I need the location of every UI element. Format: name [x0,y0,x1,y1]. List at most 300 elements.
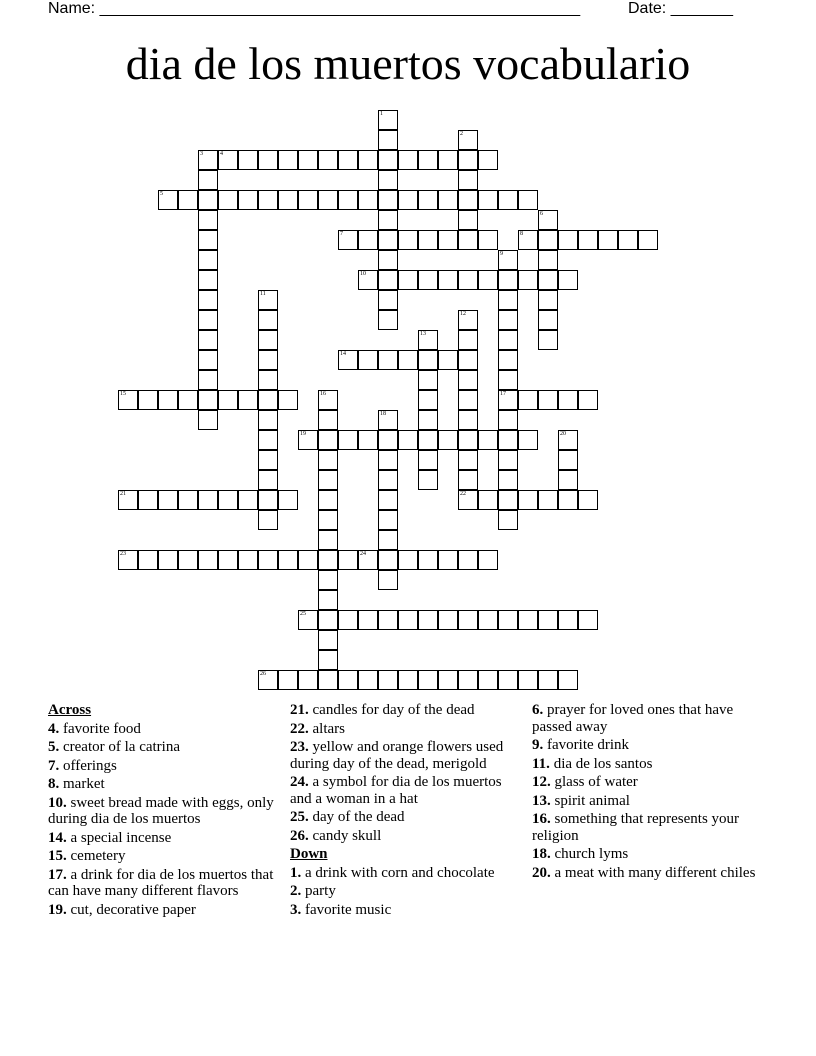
grid-cell[interactable] [358,230,378,250]
clue-number: 15. [48,848,67,864]
grid-cell[interactable] [398,670,418,690]
grid-cell[interactable] [298,670,318,690]
clue-text: market [59,776,105,792]
clue-number: 6. [532,702,544,718]
grid-cell[interactable] [398,430,418,450]
clue-number: 6 [540,211,543,217]
clue-number: 26 [260,671,266,677]
grid-cell[interactable] [498,670,518,690]
grid-cell[interactable] [578,490,598,510]
grid-cell[interactable] [418,470,438,490]
grid-cell[interactable] [478,430,498,450]
grid-cell[interactable] [418,150,438,170]
grid-cell[interactable] [458,410,478,430]
grid-cell[interactable] [318,450,338,470]
grid-cell[interactable] [458,610,478,630]
grid-cell[interactable] [278,190,298,210]
grid-cell[interactable] [418,550,438,570]
grid-cell[interactable] [198,230,218,250]
grid-cell[interactable] [518,610,538,630]
grid-cell[interactable] [378,350,398,370]
grid-cell[interactable] [398,550,418,570]
grid-cell[interactable] [478,610,498,630]
grid-cell[interactable] [378,550,398,570]
grid-cell[interactable] [458,550,478,570]
grid-cell[interactable] [518,430,538,450]
grid-cell[interactable] [198,170,218,190]
grid-cell[interactable] [398,150,418,170]
grid-cell[interactable] [158,490,178,510]
grid-cell[interactable] [558,670,578,690]
grid-cell[interactable] [338,430,358,450]
grid-cell[interactable] [418,330,438,350]
grid-cell[interactable] [258,670,278,690]
grid-cell[interactable] [458,190,478,210]
grid-cell[interactable] [298,190,318,210]
grid-cell[interactable] [518,670,538,690]
clue-text: dia de los santos [549,755,653,772]
grid-cell[interactable] [558,430,578,450]
grid-cell[interactable] [538,230,558,250]
grid-cell[interactable] [198,410,218,430]
grid-cell[interactable] [278,390,298,410]
grid-cell[interactable] [518,190,538,210]
grid-cell[interactable] [458,210,478,230]
clue-number: 3. [290,901,302,918]
clue-number: 12 [460,311,466,317]
clue-text: a meat with many different chiles [550,864,756,881]
grid-cell[interactable] [438,190,458,210]
grid-cell[interactable] [458,270,478,290]
page-title: dia de los muertos vocabulario [125,38,691,89]
grid-cell[interactable] [438,350,458,370]
grid-cell[interactable] [458,490,478,510]
clue-text: candy skull [308,827,382,844]
down-clue [532,774,768,791]
clue-text: church lyms [550,846,629,862]
date-field[interactable]: Date: _______ [628,0,733,17]
grid-cell[interactable] [378,430,398,450]
grid-cell[interactable] [198,270,218,290]
grid-cell[interactable] [258,450,278,470]
grid-cell[interactable] [498,270,518,290]
grid-cell[interactable] [498,610,518,630]
grid-cell[interactable] [598,230,618,250]
across-clue [48,902,280,919]
down-heading: Down [290,846,328,862]
grid-cell[interactable] [358,350,378,370]
grid-cell[interactable] [198,370,218,390]
grid-cell[interactable] [498,350,518,370]
grid-cell[interactable] [378,170,398,190]
grid-cell[interactable] [538,210,558,230]
clue-number: 1. [290,864,302,881]
clue-text: candles for day of the dead [308,702,475,718]
grid-cell[interactable] [458,150,478,170]
grid-cell[interactable] [478,190,498,210]
grid-cell[interactable] [458,230,478,250]
down-clue [532,793,768,810]
grid-cell[interactable] [498,510,518,530]
grid-cell[interactable] [338,610,358,630]
grid-cell[interactable] [158,550,178,570]
grid-cell[interactable] [438,150,458,170]
grid-cell[interactable] [438,610,458,630]
grid-cell[interactable] [258,550,278,570]
grid-cell[interactable] [418,610,438,630]
grid-cell[interactable] [278,670,298,690]
grid-cell[interactable] [538,490,558,510]
grid-cell[interactable] [198,250,218,270]
grid-cell[interactable] [198,210,218,230]
clue-number: 5. [48,739,60,755]
grid-cell[interactable] [498,470,518,490]
grid-cell[interactable] [218,490,238,510]
grid-cell[interactable] [318,430,338,450]
grid-cell[interactable] [458,370,478,390]
grid-cell[interactable] [318,390,338,410]
grid-cell[interactable] [218,190,238,210]
clue-number: 8 [520,231,523,237]
grid-cell[interactable] [338,550,358,570]
grid-cell[interactable] [178,390,198,410]
grid-cell[interactable] [498,490,518,510]
grid-cell[interactable] [538,270,558,290]
grid-cell[interactable] [378,570,398,590]
grid-cell[interactable] [258,330,278,350]
grid-cell[interactable] [138,490,158,510]
grid-cell[interactable] [378,490,398,510]
grid-cell[interactable] [538,290,558,310]
clue-number: 20. [532,864,551,881]
grid-cell[interactable] [418,230,438,250]
grid-cell[interactable] [378,530,398,550]
grid-cell[interactable] [418,430,438,450]
grid-cell[interactable] [558,610,578,630]
grid-cell[interactable] [518,230,538,250]
grid-cell[interactable] [478,230,498,250]
grid-cell[interactable] [318,150,338,170]
grid-cell[interactable] [538,330,558,350]
grid-cell[interactable] [378,670,398,690]
grid-cell[interactable] [138,390,158,410]
clue-text: favorite food [59,720,141,737]
grid-cell[interactable] [378,150,398,170]
clue-text: day of the dead [308,809,405,825]
grid-cell[interactable] [258,390,278,410]
grid-cell[interactable] [258,470,278,490]
grid-cell[interactable] [438,230,458,250]
grid-cell[interactable] [278,490,298,510]
grid-cell[interactable] [458,350,478,370]
grid-cell[interactable] [398,270,418,290]
grid-cell[interactable] [198,350,218,370]
grid-cell[interactable] [338,190,358,210]
grid-cell[interactable] [318,490,338,510]
clue-text: prayer for loved ones that have passed away [532,702,734,735]
grid-cell[interactable] [458,450,478,470]
grid-cell[interactable] [258,150,278,170]
grid-cell[interactable] [498,370,518,390]
clue-number: 16. [532,811,551,827]
grid-cell[interactable] [358,610,378,630]
clue-number: 11. [532,755,550,772]
grid-cell[interactable] [298,610,318,630]
clue-text: altars [308,720,345,737]
grid-cell[interactable] [358,270,378,290]
across-clue [48,830,280,847]
grid-cell[interactable] [358,550,378,570]
grid-cell[interactable] [398,610,418,630]
grid-cell[interactable] [538,670,558,690]
grid-cell[interactable] [618,230,638,250]
grid-cell[interactable] [318,510,338,530]
grid-cell[interactable] [258,430,278,450]
grid-cell[interactable] [498,250,518,270]
grid-cell[interactable] [318,550,338,570]
grid-cell[interactable] [418,670,438,690]
grid-cell[interactable] [338,230,358,250]
grid-cell[interactable] [518,390,538,410]
clue-text: favorite drink [543,737,630,753]
grid-cell[interactable] [558,270,578,290]
grid-cell[interactable] [438,550,458,570]
grid-cell[interactable] [498,290,518,310]
clue-number: 17 [500,391,506,397]
grid-cell[interactable] [578,390,598,410]
grid-cell[interactable] [198,150,218,170]
grid-cell[interactable] [258,490,278,510]
down-clue [532,737,768,754]
clue-number: 10. [48,794,67,811]
grid-cell[interactable] [358,190,378,210]
grid-cell[interactable] [458,470,478,490]
grid-cell[interactable] [418,190,438,210]
down-clue [532,756,768,773]
grid-cell[interactable] [258,310,278,330]
grid-cell[interactable] [558,490,578,510]
grid-cell[interactable] [318,630,338,650]
grid-cell[interactable] [178,490,198,510]
grid-cell[interactable] [478,270,498,290]
grid-cell[interactable] [518,490,538,510]
grid-cell[interactable] [458,170,478,190]
clue-number: 18. [532,846,551,862]
grid-cell[interactable] [418,410,438,430]
grid-cell[interactable] [158,390,178,410]
clue-text: spirit animal [550,792,630,809]
grid-cell[interactable] [258,410,278,430]
grid-cell[interactable] [198,330,218,350]
grid-cell[interactable] [498,330,518,350]
grid-cell[interactable] [398,350,418,370]
grid-cell[interactable] [558,450,578,470]
grid-cell[interactable] [378,450,398,470]
grid-cell[interactable] [378,190,398,210]
grid-cell[interactable] [498,190,518,210]
grid-cell[interactable] [498,430,518,450]
grid-cell[interactable] [438,270,458,290]
across-clue [290,702,522,719]
clue-number: 14. [48,829,67,846]
grid-cell[interactable] [218,390,238,410]
grid-cell[interactable] [318,530,338,550]
grid-cell[interactable] [578,230,598,250]
clue-number: 7 [340,231,343,237]
grid-cell[interactable] [378,610,398,630]
grid-cell[interactable] [378,510,398,530]
grid-cell[interactable] [178,550,198,570]
across-clue [48,795,280,828]
grid-cell[interactable] [318,410,338,430]
grid-cell[interactable] [358,430,378,450]
grid-cell[interactable] [338,670,358,690]
grid-cell[interactable] [418,450,438,470]
grid-cell[interactable] [198,190,218,210]
down-clue [532,702,768,735]
grid-cell[interactable] [338,150,358,170]
grid-cell[interactable] [318,190,338,210]
grid-cell[interactable] [438,670,458,690]
grid-cell[interactable] [118,490,138,510]
grid-cell[interactable] [298,150,318,170]
clue-number: 21 [120,491,126,497]
grid-cell[interactable] [458,310,478,330]
grid-cell[interactable] [318,650,338,670]
grid-cell[interactable] [178,190,198,210]
grid-cell[interactable] [378,310,398,330]
grid-cell[interactable] [478,670,498,690]
grid-cell[interactable] [238,190,258,210]
clue-number: 11 [260,291,266,297]
grid-cell[interactable] [138,550,158,570]
grid-cell[interactable] [378,210,398,230]
grid-cell[interactable] [558,390,578,410]
grid-cell[interactable] [478,150,498,170]
grid-cell[interactable] [458,130,478,150]
grid-cell[interactable] [378,110,398,130]
grid-cell[interactable] [258,290,278,310]
grid-cell[interactable] [318,470,338,490]
grid-cell[interactable] [238,490,258,510]
grid-cell[interactable] [398,230,418,250]
grid-cell[interactable] [278,150,298,170]
grid-cell[interactable] [218,150,238,170]
grid-cell[interactable] [538,390,558,410]
down-clue [290,902,522,919]
grid-cell[interactable] [318,590,338,610]
across-clue [290,828,522,845]
grid-cell[interactable] [498,390,518,410]
grid-cell[interactable] [418,270,438,290]
grid-cell[interactable] [458,430,478,450]
grid-cell[interactable] [478,550,498,570]
across-clue [290,721,522,738]
clue-number: 18 [380,411,386,417]
grid-cell[interactable] [318,570,338,590]
clue-number: 23 [120,551,126,557]
grid-cell[interactable] [538,250,558,270]
grid-cell[interactable] [298,430,318,450]
grid-cell[interactable] [418,350,438,370]
grid-cell[interactable] [198,290,218,310]
grid-cell[interactable] [498,450,518,470]
grid-cell[interactable] [198,310,218,330]
grid-cell[interactable] [538,310,558,330]
clue-number: 19. [48,901,67,918]
grid-cell[interactable] [458,390,478,410]
grid-cell[interactable] [378,270,398,290]
grid-cell[interactable] [558,230,578,250]
grid-cell[interactable] [378,130,398,150]
clue-text: something that represents your religion [532,811,740,844]
grid-cell[interactable] [258,510,278,530]
clue-number: 1 [380,111,383,117]
down-clue [532,865,768,882]
grid-cell[interactable] [458,670,478,690]
grid-cell[interactable] [538,610,558,630]
grid-cell[interactable] [298,550,318,570]
clue-number: 7. [48,757,60,774]
clue-text: cemetery [66,848,126,864]
grid-cell[interactable] [378,230,398,250]
clue-number: 8. [48,776,60,792]
grid-cell[interactable] [118,390,138,410]
grid-cell[interactable] [258,370,278,390]
grid-cell[interactable] [318,670,338,690]
grid-cell[interactable] [438,430,458,450]
grid-cell[interactable] [238,550,258,570]
grid-cell[interactable] [198,390,218,410]
grid-cell[interactable] [238,150,258,170]
grid-cell[interactable] [358,670,378,690]
grid-cell[interactable] [318,610,338,630]
grid-cell[interactable] [198,490,218,510]
grid-cell[interactable] [258,350,278,370]
clue-number: 24 [360,551,366,557]
clue-number: 22 [460,491,466,497]
grid-cell[interactable] [358,150,378,170]
name-field[interactable]: Name: ______________________________________________________ [48,0,581,17]
grid-cell[interactable] [278,550,298,570]
grid-cell[interactable] [378,250,398,270]
grid-cell[interactable] [158,190,178,210]
grid-cell[interactable] [518,270,538,290]
grid-cell[interactable] [218,550,238,570]
across-clue [48,758,280,775]
grid-cell[interactable] [338,350,358,370]
grid-cell[interactable] [378,410,398,430]
across-clue [48,776,280,793]
grid-cell[interactable] [578,610,598,630]
grid-cell[interactable] [258,190,278,210]
grid-cell[interactable] [498,310,518,330]
grid-cell[interactable] [498,410,518,430]
grid-cell[interactable] [418,390,438,410]
grid-cell[interactable] [378,290,398,310]
grid-cell[interactable] [238,390,258,410]
grid-cell[interactable] [198,550,218,570]
clue-number: 4. [48,720,60,737]
grid-cell[interactable] [638,230,658,250]
grid-cell[interactable] [398,190,418,210]
grid-cell[interactable] [558,470,578,490]
grid-cell[interactable] [418,370,438,390]
grid-cell[interactable] [118,550,138,570]
grid-cell[interactable] [378,470,398,490]
grid-cell[interactable] [458,330,478,350]
grid-cell[interactable] [478,490,498,510]
